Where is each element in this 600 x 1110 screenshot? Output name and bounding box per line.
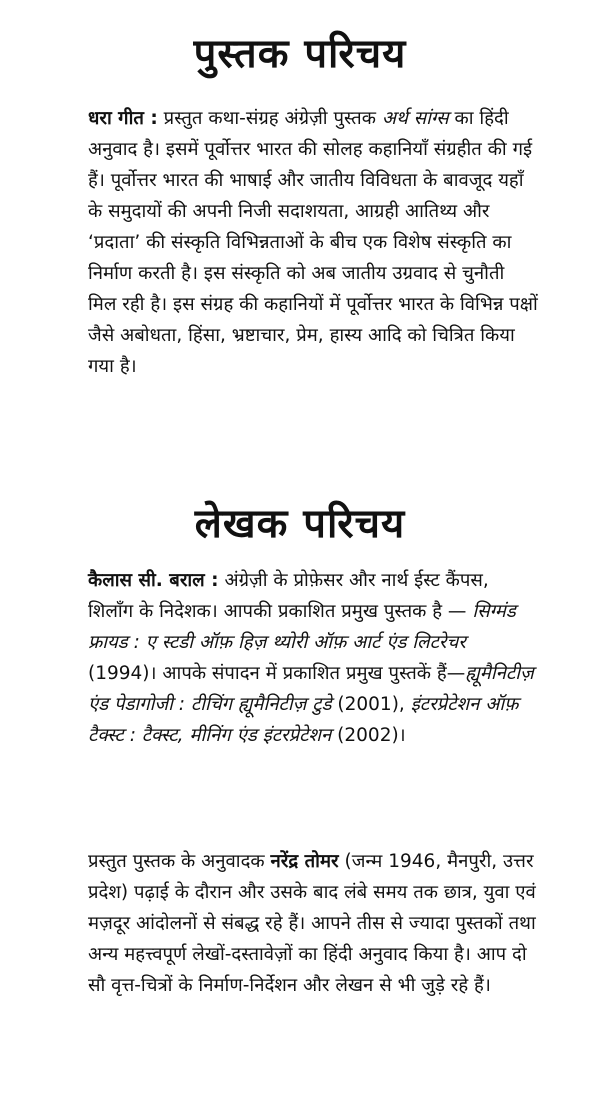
book-intro-heading: पुस्तक परिचय [193,31,407,77]
author-book-2: ह्यूमैनिटीज़ एंड पेडागोजी : टीचिंग ह्यूमैनिटीज़ टुडे [88,663,534,715]
author-intro-heading: लेखक परिचय [194,501,406,547]
author-book-1: सिग्मंड फ्रायड : ए स्टडी ऑफ़ हिज़ थ्योरी ऑफ़ आर्ट एंड लिटरेचर [88,601,516,653]
book-title-label: धरा गीत : [88,108,158,129]
author-intro-text-1: अंग्रेज़ी के प्रोफ़ेसर और नार्थ ईस्ट कैंपस, शिलाँग के निदेशक। आपकी प्रकाशित प्रमुख पुस्तक है — [88,570,489,622]
author-intro-text-2: (1994)। आपके संपादन में प्रकाशित प्रमुख पुस्तकें हैं— [88,663,466,684]
author-intro-text-4: (2002)। [331,725,406,746]
original-book-title: अर्थ सांग्स [381,108,449,129]
translator-text-2: (जन्म 1946, मैनपुरी, उत्तर प्रदेश) पढ़ाई के दौरान और उसके बाद लंबे समय तक छात्र, युवा एवं मज़दूर आंदोलनों से संबद्ध रहे हैं। आपने तीस से ज्यादा पुस्तकों तथा अन्य महत्त्वपूर्ण लेखों-दस्तावेज़ों का हिंदी अनुवाद किया है। आप दो सौ वृत्त-चित्रों के निर्माण-निर्देशन और लेखन से भी जुड़े रहे हैं। [88,851,536,996]
book-intro-text-2: का हिंदी अनुवाद है। इसमें पूर्वोत्तर भारत की सोलह कहानियाँ संग्रहीत की गई हैं। पूर्वोत्तर भारत की भाषाई और जातीय विविधता के बावजूद यहाँ के समुदायों की अपनी निजी सदाशयता, आग्रही आतिथ्य और ‘प्रदाता’ की संस्कृति विभिन्नताओं के बीच एक विशेष संस्कृति का निर्माण करती है। इस संस्कृति को अब जातीय उग्रवाद से चुनौती मिल रही है। इस संग्रह की कहानियों में पूर्वोत्तर भारत के विभिन्न पक्षों जैसे अबोधता, हिंसा, भ्रष्टाचार, प्रेम, हास्य आदि को चित्रित किया गया है। [88,108,538,377]
translator-paragraph [88,846,538,1001]
author-name-label: कैलास सी. बराल : [88,570,219,591]
author-intro-text-3: (2001), [331,694,411,715]
translator-name: नरेंद्र तोमर [270,851,339,872]
author-intro-paragraph [88,565,538,751]
book-intro-paragraph [88,103,538,382]
book-intro-text-1: प्रस्तुत कथा-संग्रह अंग्रेज़ी पुस्तक [157,108,382,129]
author-book-3: इंटरप्रेटेशन ऑफ़ टैक्स्ट : टैक्स्ट, मीनिंग एंड इंटरप्रेटेशन [88,694,519,746]
translator-text-1: प्रस्तुत पुस्तक के अनुवादक [88,851,271,872]
